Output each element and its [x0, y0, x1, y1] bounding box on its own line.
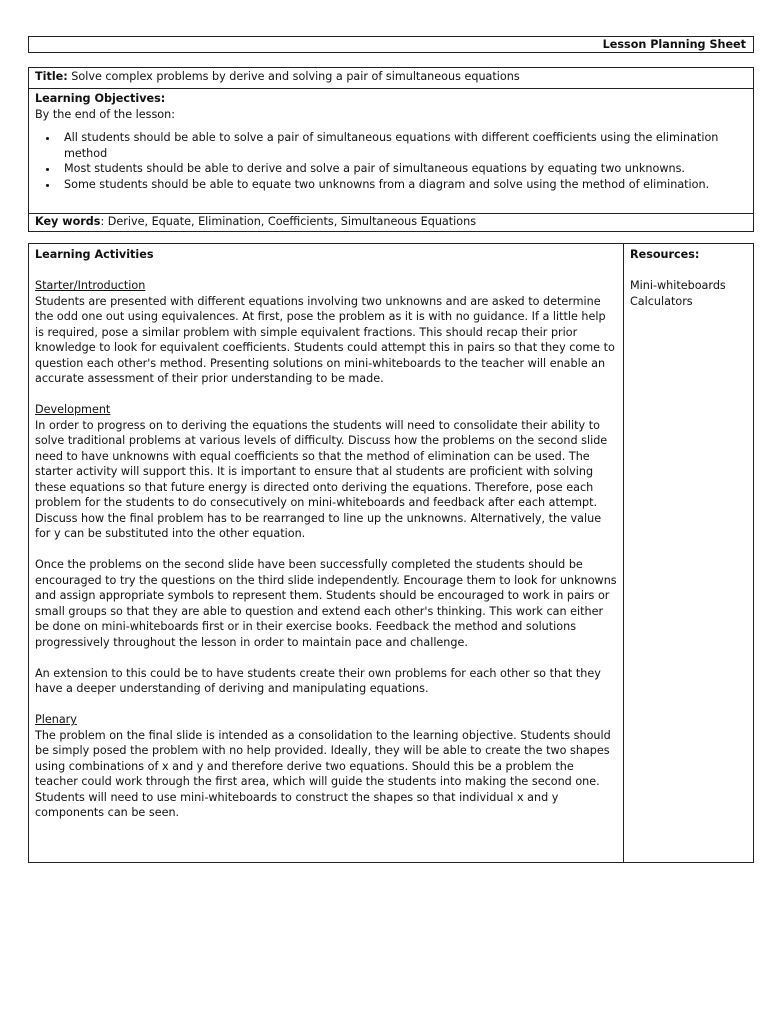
objectives-intro: By the end of the lesson:	[35, 107, 176, 121]
sheet-title: Lesson Planning Sheet	[602, 38, 746, 51]
objectives-row	[29, 89, 753, 214]
objective-item: • Most students should be able to derive and solve a pair of simultaneous equations by equating two unknowns.	[59, 161, 747, 177]
lesson-overview-table	[28, 67, 754, 232]
development-paragraph: In order to progress on to deriving the equations the students will need to consolidate their ability to solve traditional problems at various levels of difficulty. Discuss how the problems on the second slide need to have unknowns with equal coefficients so that the method of elimination can be used. The starter activity will support this. It is important to ensure that al students are proficient with solving these equations so that future energy is directed onto deriving the equations. Therefore, pose each problem for the students to do consecutively on mini-whiteboards and feedback after each attempt. Discuss how the final problem has to be rearranged to line up the unknowns. Alternatively, the value for y can be substituted into the other equation.	[35, 418, 608, 540]
development-paragraph: An extension to this could be to have students create their own problems for each other so that they have a deeper understanding of deriving and manipulating equations.	[35, 666, 601, 695]
keywords-text: : Derive, Equate, Elimination, Coefficients, Simultaneous Equations	[100, 215, 477, 228]
keywords-label: Key words	[35, 215, 101, 228]
objective-item: • All students should be able to solve a pair of simultaneous equations with different coefficients using the elimination method	[59, 130, 747, 161]
resources-column	[624, 244, 753, 862]
objectives-label: Learning Objectives:	[35, 92, 166, 105]
title-label: Title:	[35, 70, 68, 83]
title-row	[29, 68, 753, 89]
objectives-list	[35, 130, 747, 192]
development-heading: Development	[35, 403, 111, 416]
activities-column	[29, 244, 624, 862]
plenary-text: The problem on the final slide is intended as a consolidation to the learning objective. Students should be simply posed the problem with no help provided. Ideally, they will be able to create the two shapes using combinations of x and y and therefore derive two equations. Should this be a problem the teacher could work through the first area, which will guide the students into making the second one. Students will need to use mini-whiteboards to construct the shapes so that individual x and y components can be seen.	[35, 728, 611, 819]
keywords-row	[29, 214, 753, 231]
resource-item: Calculators	[630, 294, 693, 308]
activities-heading: Learning Activities	[35, 248, 154, 261]
development-paragraph: Once the problems on the second slide have been successfully completed the students should be encouraged to try the questions on the third slide independently. Encourage them to look for unknowns and assign appropriate symbols to represent them. Students should be encouraged to work in pairs or small groups so that they are able to question and extend each other's thinking. This work can either be done on mini-whiteboards first or in their exercise books. Feedback the method and solutions progressively throughout the lesson in order to maintain pace and challenge.	[35, 558, 617, 649]
objective-item: • Some students should be able to equate two unknowns from a diagram and solve using the method of elimination.	[59, 177, 747, 193]
sheet-header	[28, 36, 754, 53]
activities-table	[28, 243, 754, 863]
starter-text: Students are presented with different equations involving two unknowns and are asked to determine the odd one out using equivalences. At first, pose the problem as it is with no guidance. If a little help is required, pose a similar problem with simple equivalent fractions. This should recap their prior knowledge to look for equivalent coefficients. Students could attempt this in pairs so that they come to question each other's method. Presenting solutions on mini-whiteboards to the teacher will enable an accurate assessment of their prior understanding to be made.	[35, 294, 615, 385]
starter-heading: Starter/Introduction	[35, 279, 146, 292]
lesson-title: Solve complex problems by derive and solving a pair of simultaneous equations	[67, 70, 520, 83]
resource-item: Mini-whiteboards	[630, 279, 726, 292]
resources-heading: Resources:	[630, 248, 700, 261]
plenary-heading: Plenary	[35, 713, 77, 726]
